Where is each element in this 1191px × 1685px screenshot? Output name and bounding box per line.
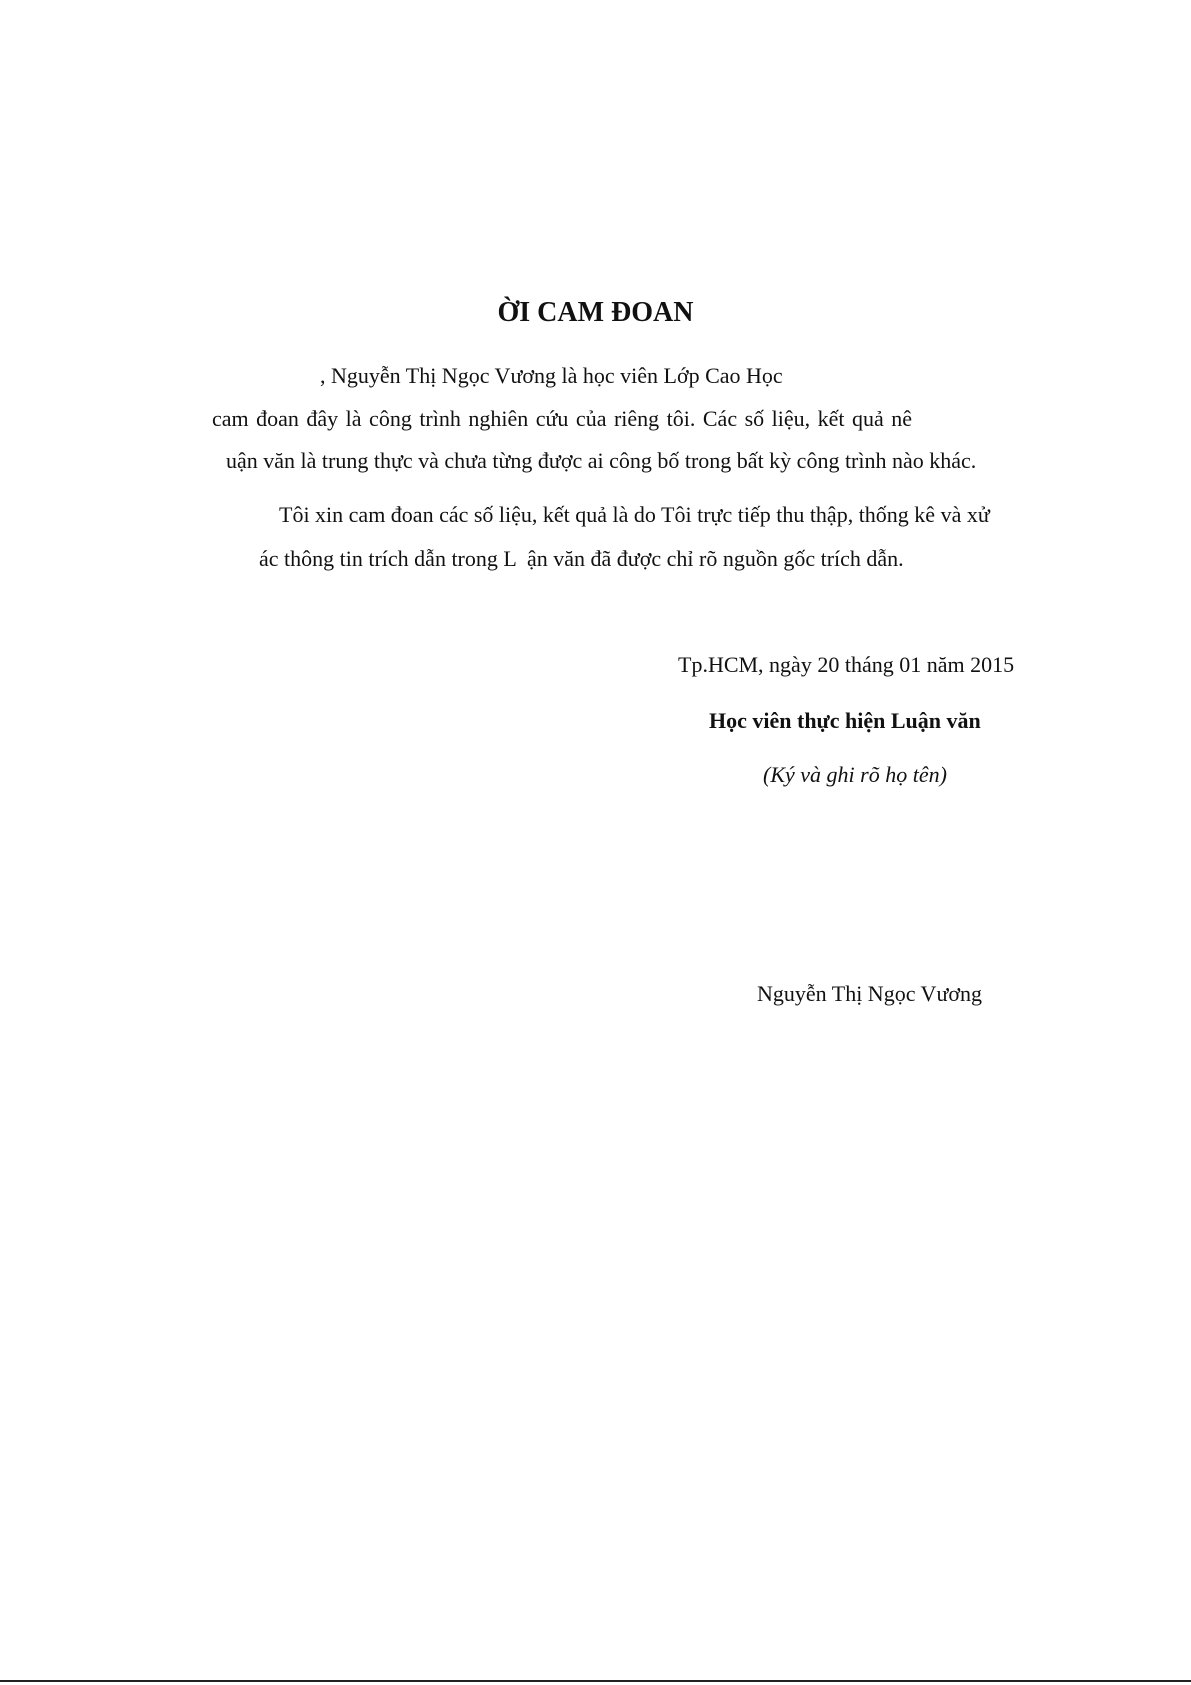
paragraph-2-line-2: ác thông tin trích dẫn trong L ận văn đã được chỉ rõ nguồn gốc trích dẫn. xyxy=(259,546,904,571)
paragraph-2-line-1: Tôi xin cam đoan các số liệu, kết quả là do Tôi trực tiếp thu thập, thống kê và xử xyxy=(279,502,990,527)
paragraph-1-line-2: cam đoan đây là công trình nghiên cứu của riêng tôi. Các số liệu, kết quả nê xyxy=(212,406,913,431)
paragraph-1-line-1: , Nguyễn Thị Ngọc Vương là học viên Lớp Cao Học xyxy=(320,363,783,388)
signature-role: Học viên thực hiện Luận văn xyxy=(709,708,981,733)
paragraph-1-line-3: uận văn là trung thực và chưa từng được ai công bố trong bất kỳ công trình nào khác. xyxy=(226,448,977,473)
signatory-name: Nguyễn Thị Ngọc Vương xyxy=(757,981,983,1006)
signature-place-date: Tp.HCM, ngày 20 tháng 01 năm 2015 xyxy=(678,652,1015,677)
signature-instruction: (Ký và ghi rõ họ tên) xyxy=(763,762,947,787)
page-title: ỜI CAM ĐOAN xyxy=(497,297,694,328)
page-bottom-border xyxy=(0,1680,1191,1682)
